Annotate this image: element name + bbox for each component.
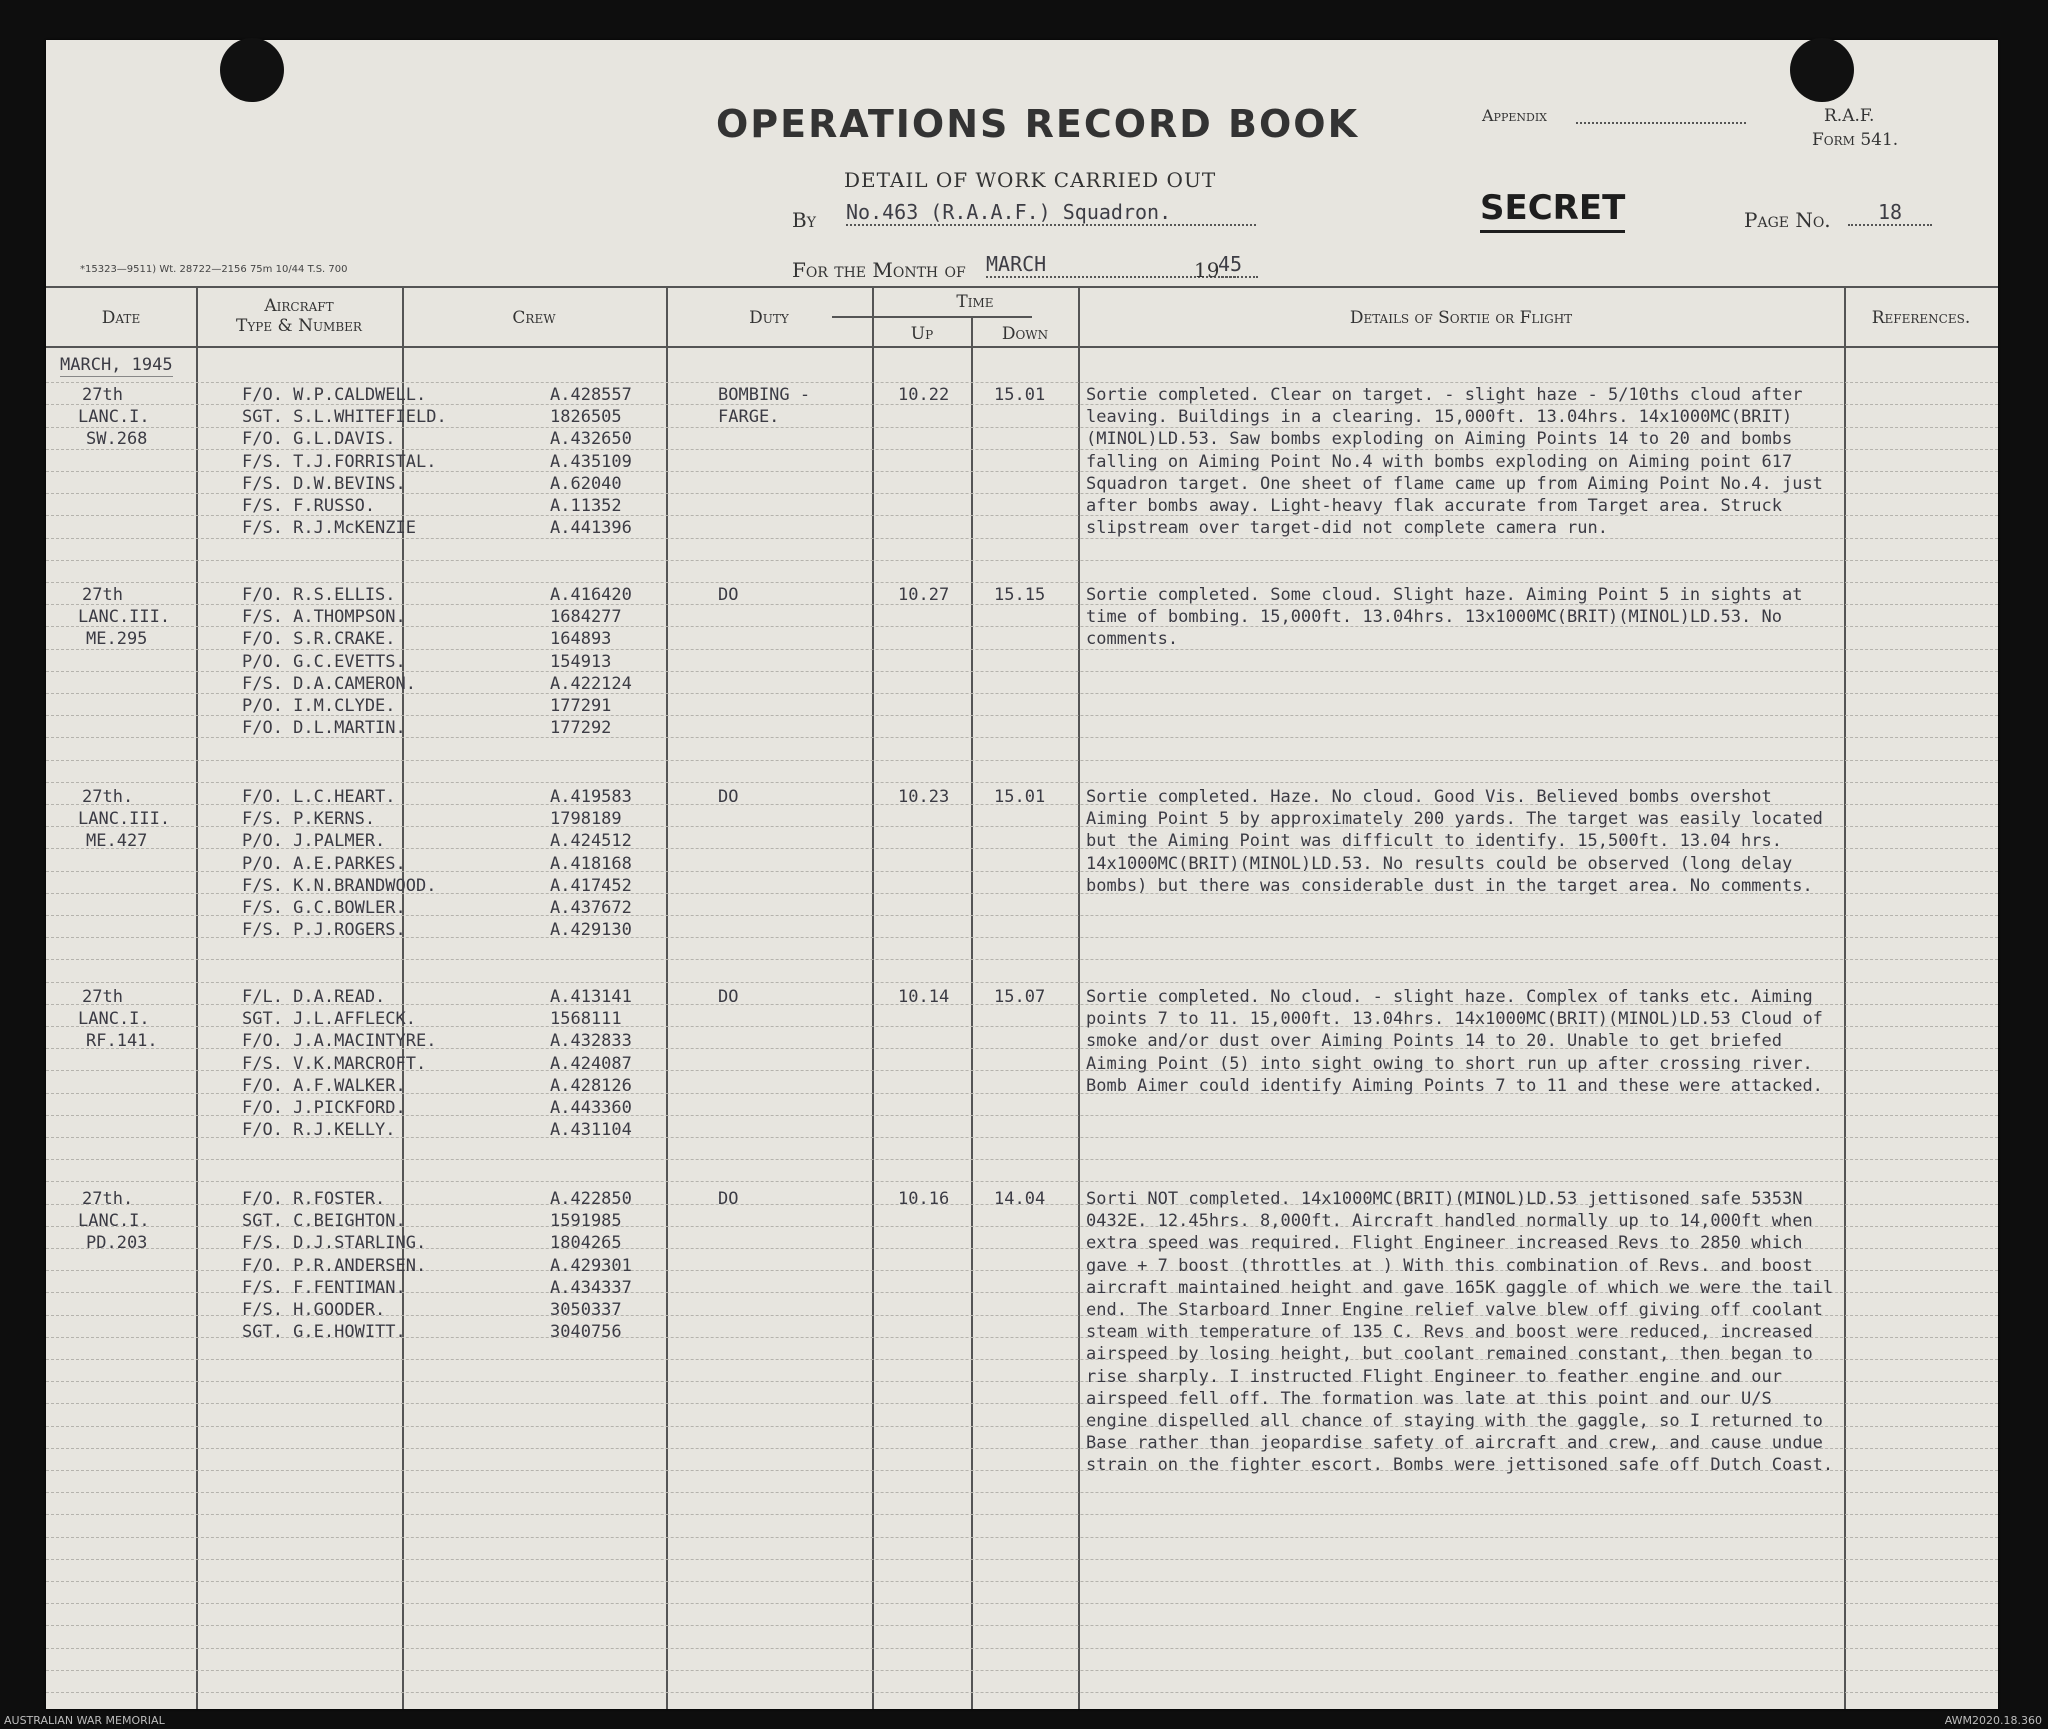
crew-number: 177291	[550, 696, 612, 716]
crew-number: A.437672	[550, 898, 632, 918]
crew-number: A.424087	[550, 1053, 632, 1074]
crew-name: F/O. D.L.MARTIN.	[242, 718, 406, 739]
crew-number: A.431104	[550, 1120, 632, 1141]
col-header-duty: Duty	[749, 308, 789, 328]
crew-name: F/S. R.J.McKENZIE	[242, 518, 416, 539]
year-field: 45	[1218, 252, 1258, 278]
aircraft-number: ME.427	[86, 831, 148, 852]
crew-name: F/S. A.THOMPSON.	[242, 607, 406, 628]
crew-number: 3050337	[550, 1300, 622, 1320]
crew-number: A.429301	[550, 1255, 632, 1276]
crew-number: A.428557	[550, 385, 632, 405]
squadron-field: No.463 (R.A.A.F.) Squadron.	[846, 200, 1256, 226]
form-line-2: Form 541.	[1812, 130, 1899, 150]
crew-name: SGT. J.L.AFFLECK.	[242, 1009, 416, 1030]
sortie-details: Sortie completed. Haze. No cloud. Good Vis. Believed bombs overshot Aiming Point 5 by approximately 200 yards. The target was easily located but the Aiming Point was difficult to identify. 15,500ft. 13.04 hrs. 14x1000MC(BRIT)(MINOL)LD.53. No results could be observed (long delay bombs) but there was considerable dust in the target area. No comments.	[1086, 787, 1823, 896]
duty-text: DO	[718, 585, 739, 605]
crew-name: F/S. D.J.STARLING.	[242, 1233, 427, 1254]
crew-number: A.422850	[550, 1189, 632, 1209]
col-header-references: References.	[1871, 308, 1971, 328]
ruled-line	[46, 560, 1998, 561]
crew-number: A.443360	[550, 1098, 632, 1118]
time-down: 14.04	[994, 1189, 1046, 1209]
col-header-date: Date	[101, 308, 141, 328]
entry-date: 27th	[82, 385, 123, 405]
col-header-aircraft-1: Aircraft	[264, 296, 334, 316]
crew-name: F/O. J.A.MACINTYRE.	[242, 1031, 437, 1052]
crew-number: A.434337	[550, 1277, 632, 1298]
sortie-details: Sortie completed. No cloud. - slight haze. Complex of tanks etc. Aiming points 7 to 11. 15,000ft. 13.04hrs. 14x1000MC(BRIT)(MINOL)LD.53 Cloud of smoke and/or dust over Aiming Points 14 to 20. Unable to get briefed Aiming Point (5) into sight owing to short run up after crossing river. Bomb Aimer could identify Aiming Points 7 to 11 and these were attacked.	[1086, 987, 1823, 1096]
appendix-label: Appendix	[1482, 106, 1548, 125]
year-prefix: 19	[1194, 258, 1220, 282]
crew-name: P/O. G.C.EVETTS.	[242, 651, 406, 672]
duty-text: DO	[718, 787, 739, 807]
sortie-details: Sortie completed. Clear on target. - slight haze - 5/10ths cloud after leaving. Buildings in a clearing. 15,000ft. 13.04hrs. 14x1000MC(BRIT)(MINOL)LD.53. Saw bombs exploding on Aiming Points 14 to 20 and bombs falling on Aiming Point No.4 with bombs exploding on Aiming point 617 Squadron target. One sheet of flame came up from Aiming Point No.4. just after bombs away. Light-heavy flak accurate from Target area. Struck slipstream over target-did not complete camera run.	[1086, 385, 1823, 539]
col-header-aircraft-2: Type & Number	[236, 316, 362, 336]
time-up: 10.16	[898, 1189, 950, 1209]
crew-number: 177292	[550, 718, 612, 739]
month-heading: MARCH, 1945	[60, 355, 173, 375]
month-field: MARCH	[986, 252, 1236, 278]
duty-text: DO	[718, 987, 739, 1007]
time-down: 15.01	[994, 385, 1046, 405]
aircraft-number: PD.203	[86, 1233, 148, 1254]
crew-number: A.422124	[550, 673, 632, 694]
col-header-down: Down	[1001, 324, 1049, 344]
crew-number: A.413141	[550, 987, 632, 1007]
duty-text: BOMBING -	[718, 385, 811, 405]
crew-number: A.428126	[550, 1075, 632, 1096]
crew-number: A.432833	[550, 1031, 632, 1052]
crew-name: F/S. G.C.BOWLER.	[242, 898, 406, 918]
month-label: For the Month of	[792, 258, 966, 282]
crew-name: F/L. D.A.READ.	[242, 987, 386, 1007]
crew-name: F/O. J.PICKFORD.	[242, 1098, 406, 1118]
sortie-details: Sortie completed. Some cloud. Slight haze. Aiming Point 5 in sights at time of bombing. 15,000ft. 13.04hrs. 13x1000MC(BRIT)(MINOL)LD.53. No comments.	[1086, 585, 1803, 650]
crew-number: A.62040	[550, 473, 622, 494]
crew-name: F/S. T.J.FORRISTAL.	[242, 451, 437, 472]
page-no-field: 18	[1848, 200, 1932, 226]
time-up: 10.22	[898, 385, 950, 405]
ruled-line	[46, 760, 1998, 761]
crew-number: 1826505	[550, 407, 622, 428]
page-title: OPERATIONS RECORD BOOK	[716, 102, 1360, 146]
crew-name: F/S. F.FENTIMAN.	[242, 1277, 406, 1298]
sortie-details: Sorti NOT completed. 14x1000MC(BRIT)(MINOL)LD.53 jettisoned safe 5353N 0432E. 12.45hrs. 8,000ft. Aircraft handled normally up to 14,000ft when extra speed was required. Flight Engineer increased Revs to 2850 which gave + 7 boost (throttles at ) With this combination of Revs. and boost aircraft maintained height and gave 165K gaggle of which we were the tail end. The Starboard Inner Engine relief valve blew off giving off coolant steam with temperature of 135 C. Revs and boost were reduced, increased airspeed by losing height, but coolant remained constant, then began to rise sharply. I instructed Flight Engineer to feather engine and our airspeed fell off. The formation was late at this point and our U/S engine dispelled all chance of staying with the gaggle, so I returned to Base rather than jeopardise safety of aircraft and crew, and cause undue strain on the fighter escort. Bombs were jettisoned safe off Dutch Coast.	[1086, 1189, 1834, 1476]
aircraft-type: LANC.I.	[78, 1009, 150, 1030]
col-header-time: Time	[956, 292, 994, 312]
crew-name: F/O. R.FOSTER.	[242, 1189, 386, 1209]
crew-name: F/O. L.C.HEART.	[242, 787, 396, 807]
crew-name: SGT. G.E.HOWITT.	[242, 1322, 406, 1343]
crew-number: 164893	[550, 629, 612, 650]
crew-number: A.418168	[550, 853, 632, 874]
crew-name: F/S. K.N.BRANDWOOD.	[242, 875, 437, 896]
col-header-crew: Crew	[512, 308, 556, 328]
crew-name: F/O. A.F.WALKER.	[242, 1075, 406, 1096]
crew-name: P/O. A.E.PARKES.	[242, 853, 406, 874]
ruled-line	[46, 959, 1998, 960]
crew-number: 154913	[550, 651, 612, 672]
crew-name: F/S. H.GOODER.	[242, 1300, 386, 1320]
crew-number: 1591985	[550, 1211, 622, 1232]
crew-number: 1568111	[550, 1009, 622, 1030]
crew-number: A.11352	[550, 496, 622, 516]
entry-date: 27th.	[82, 1189, 134, 1209]
time-up: 10.23	[898, 787, 950, 807]
crew-number: A.419583	[550, 787, 632, 807]
crew-name: F/S. P.KERNS.	[242, 809, 376, 830]
crew-number: A.432650	[550, 429, 632, 450]
crew-name: F/O. R.J.KELLY.	[242, 1120, 396, 1141]
aircraft-type: LANC.I.	[78, 407, 150, 428]
crew-number: A.417452	[550, 875, 632, 896]
crew-name: F/O. P.R.ANDERSEN.	[242, 1255, 427, 1276]
aircraft-number: ME.295	[86, 629, 148, 650]
ruled-line	[46, 1159, 1998, 1160]
appendix-field	[1576, 122, 1746, 124]
footer-right: AWM2020.18.360	[1944, 1714, 2042, 1727]
entry-date: 27th	[82, 585, 123, 605]
ruled-line	[46, 1181, 1998, 1182]
binder-hole-left	[220, 38, 284, 102]
ruled-line	[46, 1514, 1998, 1515]
ruled-line	[46, 1625, 1998, 1626]
col-header-up: Up	[910, 324, 934, 344]
page-no-label: Page No.	[1744, 208, 1831, 232]
ruled-line	[46, 1559, 1998, 1560]
crew-name: F/O. W.P.CALDWELL.	[242, 385, 427, 405]
page-subtitle: DETAIL OF WORK CARRIED OUT	[844, 168, 1217, 192]
time-down: 15.01	[994, 787, 1046, 807]
crew-name: SGT. C.BEIGHTON.	[242, 1211, 406, 1232]
crew-number: 1804265	[550, 1233, 622, 1254]
binder-hole-right	[1790, 38, 1854, 102]
crew-number: A.424512	[550, 831, 632, 852]
table-body	[46, 348, 1998, 1709]
crew-name: F/S. D.A.CAMERON.	[242, 673, 416, 694]
ruled-line	[46, 1692, 1998, 1693]
crew-name: F/S. D.W.BEVINS.	[242, 473, 406, 494]
entry-date: 27th	[82, 987, 123, 1007]
ruled-line	[46, 1581, 1998, 1582]
ruled-line	[46, 782, 1998, 783]
aircraft-type: LANC.III.	[78, 809, 171, 830]
ruled-line	[46, 1670, 1998, 1671]
printer-code: *15323—9511) Wt. 28722—2156 75m 10/44 T.S. 700	[80, 264, 348, 275]
ruled-line	[46, 1537, 1998, 1538]
duty-text: FARGE.	[718, 407, 780, 428]
crew-number: 3040756	[550, 1322, 622, 1343]
crew-name: F/S. P.J.ROGERS.	[242, 920, 406, 941]
aircraft-type: LANC.III.	[78, 607, 171, 628]
duty-text: DO	[718, 1189, 739, 1209]
crew-name: F/O. S.R.CRAKE.	[242, 629, 396, 650]
crew-name: F/O. G.L.DAVIS.	[242, 429, 396, 450]
ruled-line	[46, 1648, 1998, 1649]
crew-number: A.429130	[550, 920, 632, 941]
crew-name: P/O. J.PALMER.	[242, 831, 386, 852]
by-label: By	[792, 208, 816, 232]
ruled-line	[46, 1603, 1998, 1604]
time-up: 10.14	[898, 987, 950, 1007]
time-up: 10.27	[898, 585, 950, 605]
ruled-line	[46, 982, 1998, 983]
crew-number: A.441396	[550, 518, 632, 539]
crew-number: A.416420	[550, 585, 632, 605]
aircraft-type: LANC.I.	[78, 1211, 150, 1232]
crew-number: 1798189	[550, 809, 622, 830]
crew-name: F/O. R.S.ELLIS.	[242, 585, 396, 605]
entry-date: 27th.	[82, 787, 134, 807]
ruled-line	[46, 582, 1998, 583]
footer-left: AUSTRALIAN WAR MEMORIAL	[4, 1714, 165, 1727]
col-header-details: Details of Sortie or Flight	[1349, 308, 1573, 328]
time-down: 15.15	[994, 585, 1046, 605]
crew-number: 1684277	[550, 607, 622, 628]
ruled-line	[46, 1492, 1998, 1493]
aircraft-number: SW.268	[86, 429, 148, 450]
crew-name: SGT. S.L.WHITEFIELD.	[242, 407, 447, 428]
crew-name: F/S. V.K.MARCROFT.	[242, 1053, 427, 1074]
record-sheet	[46, 40, 1998, 1709]
form-line-1: R.A.F.	[1824, 106, 1875, 126]
time-down: 15.07	[994, 987, 1046, 1007]
crew-number: A.435109	[550, 451, 632, 472]
crew-name: F/S. F.RUSSO.	[242, 496, 376, 516]
crew-name: P/O. I.M.CLYDE.	[242, 696, 396, 716]
table-top-border	[46, 286, 1998, 288]
aircraft-number: RF.141.	[86, 1031, 158, 1052]
secret-stamp: SECRET	[1480, 188, 1625, 233]
